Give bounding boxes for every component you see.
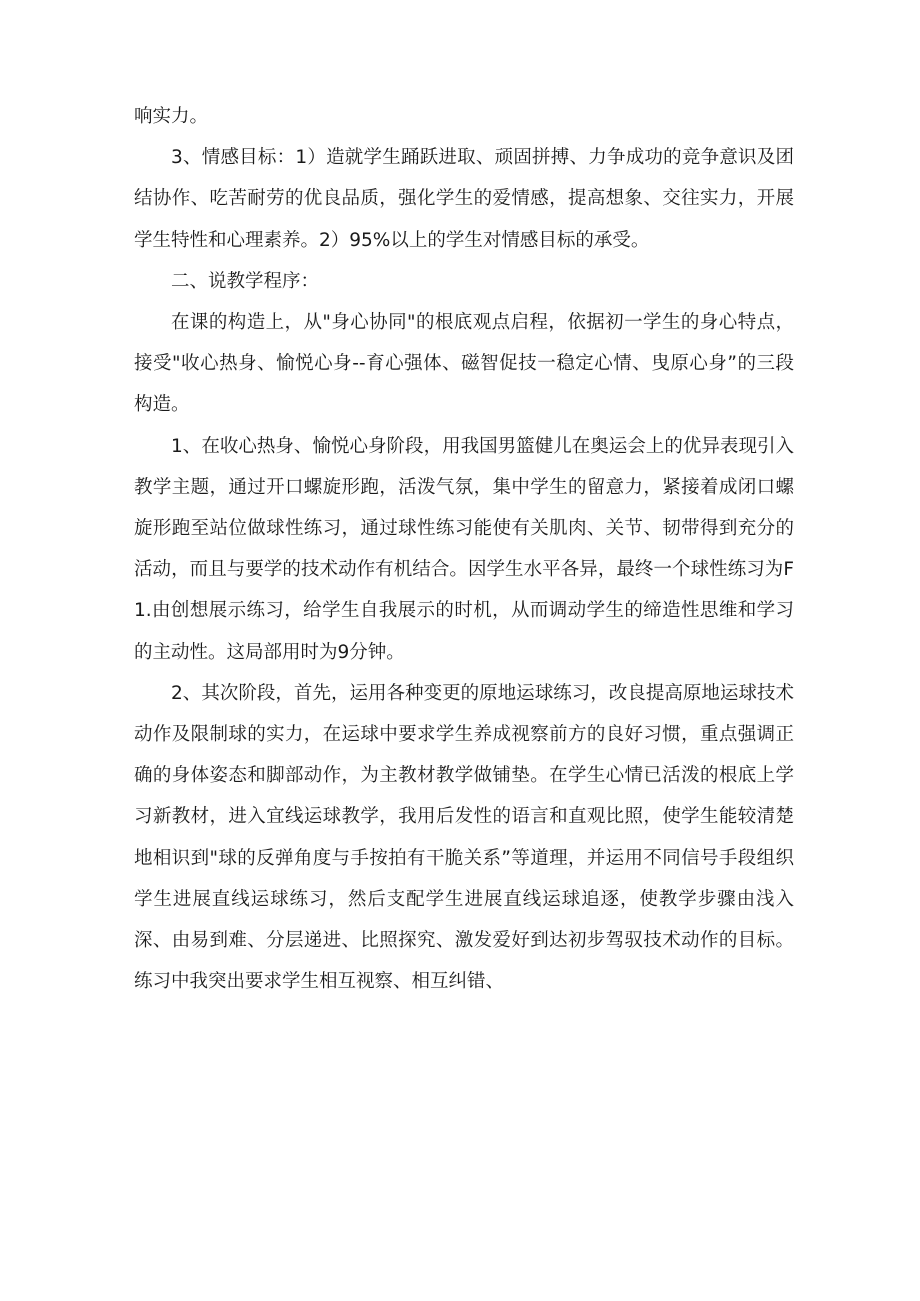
document-body [134,96,794,1002]
paragraph-continuation: 响实力。 [134,106,209,127]
paragraph-stage-two: 2、其次阶段，首先，运用各种变更的原地运球练习，改良提高原地运球技术动作及限制球的实力，在运球中要求学生养成视察前方的良好习惯，重点强调正确的身体姿态和脚部动作，为主教材教学做铺垫。在学生心情已活泼的根底上学习新教材，进入宜线运球教学，我用后发性的语言和直观比照，使学生能较清楚地相识到"球的反弹角度与手按拍有干脆关系”等道理，并运用不同信号手段组织学生进展直线运球练习，然后支配学生进展直线运球追逐，使教学步骤由浅入深、由易到难、分层递进、比照探究、激发爱好到达初步驾驭技术动作的目标。练习中我突出要求学生相互视察、相互纠错、 [134,682,794,993]
paragraph-stage-one: 1、在收心热身、愉悦心身阶段，用我国男篮健儿在奥运会上的优异表现引入教学主题，通过开口螺旋形跑，活泼气氛，集中学生的留意力，紧接着成闭口螺旋形跑至站位做球性练习，通过球性练习能使有关肌肉、关节、韧带得到充分的活动，而且与要学的技术动作有机结合。因学生水平各异，最终一个球性练习为F1.由创想展示练习，给学生自我展示的时机，从而调动学生的缔造性思维和学习的主动性。这局部用时为9分钟。 [134,435,794,663]
paragraph-lesson-structure: 在课的构造上，从"身心协同"的根底观点启程，依据初一学生的身心特点，接受"收心热身、愉悦心身--育心强体、磁智促技一稳定心情、曳原心身”的三段构造。 [134,312,794,416]
paragraph-emotional-goals: 3、情感目标：1）造就学生踊跃进取、顽固拼搏、力争成功的竞争意识及团结协作、吃苦耐劳的优良品质，强化学生的爱情感，提高想象、交往实力，开展学生特性和心理素养。2）95%以上的学生对情感目标的承受。 [134,147,794,251]
section-heading-teaching-procedure: 二、说教学程序： [171,270,320,292]
